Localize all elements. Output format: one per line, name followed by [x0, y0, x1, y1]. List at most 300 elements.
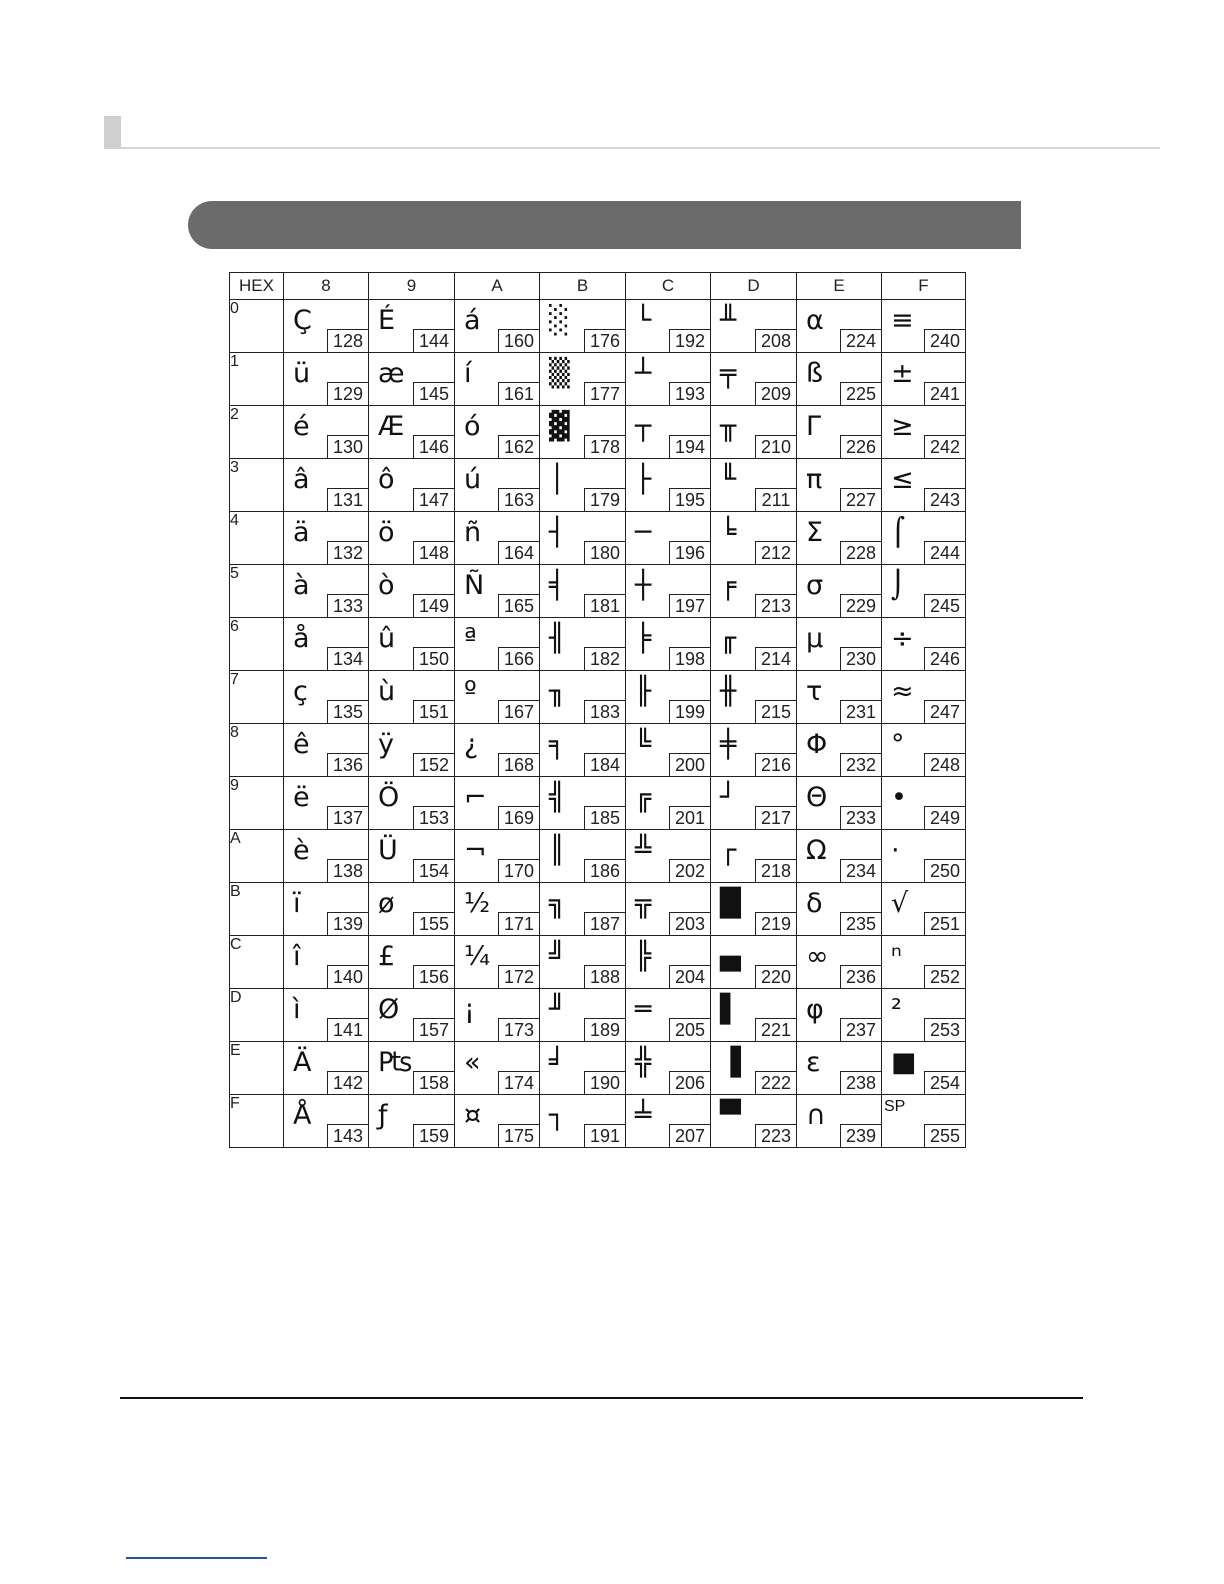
decimal-code: 228 [840, 541, 881, 564]
character-cell [797, 671, 882, 724]
row-header: B [230, 883, 284, 936]
character-cell [369, 300, 455, 353]
heading-bar [188, 201, 1021, 249]
character-glyph: ç [293, 676, 308, 707]
decimal-code: 202 [669, 859, 710, 882]
decimal-code: 131 [327, 488, 368, 511]
row-header: 6 [230, 618, 284, 671]
character-glyph: £ [378, 941, 396, 972]
character-glyph: ⌡ [891, 570, 906, 601]
character-cell [369, 883, 455, 936]
decimal-code: 158 [413, 1071, 454, 1094]
decimal-code: 223 [755, 1124, 796, 1147]
character-glyph: ╔ [635, 782, 652, 813]
character-cell [540, 777, 626, 830]
character-glyph: ╪ [720, 729, 737, 760]
column-header: F [882, 273, 966, 300]
decimal-code: 165 [498, 594, 539, 617]
character-glyph: ═ [635, 994, 652, 1025]
character-cell [455, 724, 540, 777]
character-cell [369, 1095, 455, 1148]
character-cell [882, 353, 966, 406]
character-cell [455, 830, 540, 883]
character-glyph: ╫ [720, 676, 737, 707]
decimal-code: 214 [755, 647, 796, 670]
character-cell [882, 1095, 966, 1148]
decimal-code: 187 [584, 912, 625, 935]
character-glyph: ▌ [720, 994, 741, 1025]
character-glyph: ÷ [891, 623, 914, 654]
character-glyph: Å [293, 1100, 312, 1131]
decimal-code: 233 [840, 806, 881, 829]
decimal-code: 204 [669, 965, 710, 988]
character-cell [455, 936, 540, 989]
decimal-code: 231 [840, 700, 881, 723]
character-cell [455, 671, 540, 724]
character-cell [369, 565, 455, 618]
character-glyph: µ [806, 623, 824, 654]
decimal-code: 169 [498, 806, 539, 829]
character-glyph: â [293, 464, 310, 495]
table-row [230, 300, 966, 353]
character-glyph: α [806, 305, 824, 336]
character-cell [626, 618, 711, 671]
character-cell [882, 512, 966, 565]
decimal-code: 153 [413, 806, 454, 829]
decimal-code: 154 [413, 859, 454, 882]
decimal-code: 151 [413, 700, 454, 723]
character-cell [455, 989, 540, 1042]
character-cell [711, 989, 797, 1042]
decimal-code: 220 [755, 965, 796, 988]
decimal-code: 163 [498, 488, 539, 511]
character-cell [626, 1042, 711, 1095]
character-glyph: ╝ [549, 941, 566, 972]
decimal-code: 142 [327, 1071, 368, 1094]
character-cell [711, 459, 797, 512]
decimal-code: 251 [924, 912, 965, 935]
decimal-code: 134 [327, 647, 368, 670]
character-glyph: Ñ [464, 570, 485, 601]
character-glyph: ▒ [549, 358, 570, 389]
character-glyph: ╛ [549, 1047, 566, 1078]
decimal-code: 224 [840, 329, 881, 352]
decimal-code: 194 [669, 435, 710, 458]
character-cell [711, 565, 797, 618]
decimal-code: 177 [584, 382, 625, 405]
decimal-code: 180 [584, 541, 625, 564]
decimal-code: 246 [924, 647, 965, 670]
character-cell [455, 883, 540, 936]
character-cell [369, 406, 455, 459]
character-cell [284, 353, 369, 406]
character-cell [797, 300, 882, 353]
decimal-code: 221 [755, 1018, 796, 1041]
decimal-code: 200 [669, 753, 710, 776]
character-cell [284, 618, 369, 671]
character-cell [626, 777, 711, 830]
character-code-table [229, 272, 966, 1148]
decimal-code: 255 [924, 1124, 965, 1147]
table-row [230, 1042, 966, 1095]
decimal-code: 132 [327, 541, 368, 564]
character-glyph: ⌠ [891, 517, 906, 548]
decimal-code: 239 [840, 1124, 881, 1147]
row-header: 2 [230, 406, 284, 459]
character-glyph: ╥ [720, 411, 737, 442]
character-cell [797, 936, 882, 989]
decimal-code: 201 [669, 806, 710, 829]
character-glyph: à [293, 570, 310, 601]
decimal-code: 170 [498, 859, 539, 882]
character-glyph: ú [464, 464, 482, 495]
table-row [230, 777, 966, 830]
character-cell [540, 883, 626, 936]
character-glyph: ╦ [635, 888, 652, 919]
character-cell [797, 353, 882, 406]
character-glyph: δ [806, 888, 823, 919]
character-cell [882, 777, 966, 830]
decimal-code: 130 [327, 435, 368, 458]
decimal-code: 237 [840, 1018, 881, 1041]
character-glyph: ╞ [635, 623, 652, 654]
character-glyph: ô [378, 464, 395, 495]
decimal-code: 236 [840, 965, 881, 988]
character-cell [455, 353, 540, 406]
character-cell [711, 406, 797, 459]
character-glyph: Φ [806, 729, 828, 760]
decimal-code: 174 [498, 1071, 539, 1094]
character-cell [284, 724, 369, 777]
decimal-code: 216 [755, 753, 796, 776]
table-row [230, 565, 966, 618]
character-cell [284, 671, 369, 724]
character-cell [797, 989, 882, 1042]
character-glyph: É [378, 305, 396, 336]
character-glyph: ⁿ [891, 941, 902, 972]
character-glyph: █ [720, 888, 741, 919]
footer-rule [120, 1397, 1083, 1399]
decimal-code: 209 [755, 382, 796, 405]
character-cell [284, 936, 369, 989]
character-glyph: ⌐ [464, 782, 487, 813]
decimal-code: 227 [840, 488, 881, 511]
decimal-code: 207 [669, 1124, 710, 1147]
decimal-code: 182 [584, 647, 625, 670]
row-header: A [230, 830, 284, 883]
decimal-code: 226 [840, 435, 881, 458]
decimal-code: 254 [924, 1071, 965, 1094]
table-row [230, 512, 966, 565]
column-header: C [626, 273, 711, 300]
character-cell [711, 724, 797, 777]
character-glyph: ∞ [806, 941, 829, 972]
decimal-code: 128 [327, 329, 368, 352]
character-cell [711, 618, 797, 671]
character-glyph: ¼ [464, 941, 491, 972]
decimal-code: 183 [584, 700, 625, 723]
character-cell [369, 724, 455, 777]
decimal-code: 152 [413, 753, 454, 776]
decimal-code: 139 [327, 912, 368, 935]
character-cell [797, 883, 882, 936]
character-cell [455, 618, 540, 671]
table-row [230, 406, 966, 459]
character-glyph: · [891, 835, 900, 866]
row-header: C [230, 936, 284, 989]
character-cell [455, 565, 540, 618]
decimal-code: 199 [669, 700, 710, 723]
character-glyph: ╢ [549, 623, 566, 654]
character-cell [455, 1095, 540, 1148]
table-row [230, 459, 966, 512]
character-cell [540, 936, 626, 989]
decimal-code: 145 [413, 382, 454, 405]
character-glyph: ≤ [891, 464, 914, 495]
decimal-code: 195 [669, 488, 710, 511]
character-cell [369, 989, 455, 1042]
character-cell [369, 671, 455, 724]
character-glyph: ╜ [549, 994, 566, 1025]
decimal-code: 225 [840, 382, 881, 405]
decimal-code: 245 [924, 594, 965, 617]
column-header: 8 [284, 273, 369, 300]
character-cell [626, 883, 711, 936]
character-glyph: ▓ [549, 411, 570, 442]
decimal-code: 150 [413, 647, 454, 670]
decimal-code: 215 [755, 700, 796, 723]
table-row [230, 618, 966, 671]
character-glyph: ┼ [635, 570, 652, 601]
character-glyph: ε [806, 1047, 821, 1078]
decimal-code: 162 [498, 435, 539, 458]
decimal-code: 243 [924, 488, 965, 511]
character-glyph: ┌ [720, 835, 737, 866]
character-glyph: SP [884, 1098, 906, 1115]
character-glyph: ¡ [464, 994, 475, 1025]
character-cell [540, 671, 626, 724]
character-glyph: ∩ [806, 1100, 826, 1131]
decimal-code: 156 [413, 965, 454, 988]
row-header: E [230, 1042, 284, 1095]
character-cell [455, 777, 540, 830]
character-glyph: φ [806, 994, 824, 1025]
character-cell [882, 459, 966, 512]
character-cell [711, 777, 797, 830]
character-cell [455, 1042, 540, 1095]
character-cell [626, 989, 711, 1042]
character-glyph: ä [293, 517, 310, 548]
decimal-code: 238 [840, 1071, 881, 1094]
table-row [230, 353, 966, 406]
character-glyph: ¿ [464, 729, 479, 760]
character-cell [797, 512, 882, 565]
character-cell [626, 565, 711, 618]
character-glyph: ê [293, 729, 310, 760]
character-glyph: ù [378, 676, 396, 707]
character-cell [882, 406, 966, 459]
decimal-code: 176 [584, 329, 625, 352]
table-row [230, 1095, 966, 1148]
character-cell [626, 406, 711, 459]
character-glyph: ╖ [549, 676, 566, 707]
character-glyph: ┘ [720, 782, 737, 813]
decimal-code: 247 [924, 700, 965, 723]
decimal-code: 164 [498, 541, 539, 564]
decimal-code: 168 [498, 753, 539, 776]
character-cell [797, 459, 882, 512]
character-glyph: ┤ [549, 517, 566, 548]
decimal-code: 235 [840, 912, 881, 935]
character-cell [540, 830, 626, 883]
character-glyph: Ä [293, 1047, 312, 1078]
character-cell [882, 724, 966, 777]
character-cell [284, 1042, 369, 1095]
character-glyph: Θ [806, 782, 828, 813]
character-cell [797, 830, 882, 883]
decimal-code: 155 [413, 912, 454, 935]
character-glyph: ï [293, 888, 301, 919]
row-header: 5 [230, 565, 284, 618]
header-row [230, 273, 966, 300]
character-cell [626, 353, 711, 406]
decimal-code: 178 [584, 435, 625, 458]
character-cell [540, 724, 626, 777]
decimal-code: 252 [924, 965, 965, 988]
character-cell [369, 936, 455, 989]
decimal-code: 211 [755, 488, 796, 511]
character-glyph: ╤ [720, 358, 737, 389]
decimal-code: 146 [413, 435, 454, 458]
character-glyph: ¬ [464, 835, 487, 866]
column-header: 9 [369, 273, 455, 300]
decimal-code: 219 [755, 912, 796, 935]
decimal-code: 212 [755, 541, 796, 564]
decimal-code: 250 [924, 859, 965, 882]
character-glyph: ╧ [635, 1100, 652, 1131]
character-cell [882, 671, 966, 724]
decimal-code: 136 [327, 753, 368, 776]
decimal-code: 208 [755, 329, 796, 352]
character-glyph: ╕ [549, 729, 566, 760]
character-cell [284, 989, 369, 1042]
decimal-code: 240 [924, 329, 965, 352]
decimal-code: 135 [327, 700, 368, 723]
character-cell [882, 618, 966, 671]
character-cell [540, 1042, 626, 1095]
decimal-code: 148 [413, 541, 454, 564]
character-cell [711, 830, 797, 883]
character-cell [797, 777, 882, 830]
decimal-code: 143 [327, 1124, 368, 1147]
character-cell [626, 724, 711, 777]
decimal-code: 184 [584, 753, 625, 776]
character-cell [540, 618, 626, 671]
decimal-code: 133 [327, 594, 368, 617]
decimal-code: 147 [413, 488, 454, 511]
character-cell [797, 618, 882, 671]
character-glyph: ö [378, 517, 395, 548]
decimal-code: 210 [755, 435, 796, 458]
character-cell [626, 830, 711, 883]
character-cell [540, 989, 626, 1042]
decimal-code: 188 [584, 965, 625, 988]
character-glyph: • [891, 782, 907, 813]
character-cell [455, 406, 540, 459]
character-cell [626, 1095, 711, 1148]
character-glyph: ø [378, 888, 395, 919]
character-cell [882, 830, 966, 883]
table-row [230, 671, 966, 724]
character-cell [284, 883, 369, 936]
character-glyph: ├ [635, 464, 652, 495]
character-glyph: ┴ [635, 358, 652, 389]
character-glyph: ╬ [635, 1047, 652, 1078]
decimal-code: 166 [498, 647, 539, 670]
character-glyph: ì [293, 994, 301, 1025]
character-glyph: ╩ [635, 835, 652, 866]
character-glyph: å [293, 623, 310, 654]
decimal-code: 185 [584, 806, 625, 829]
decimal-code: 186 [584, 859, 625, 882]
character-cell [455, 300, 540, 353]
character-cell [797, 724, 882, 777]
character-cell [369, 618, 455, 671]
column-header: D [711, 273, 797, 300]
character-glyph: æ [378, 358, 405, 389]
character-cell [797, 1042, 882, 1095]
character-glyph: Ω [806, 835, 827, 866]
section-marker [104, 116, 121, 147]
character-glyph: τ [806, 676, 823, 707]
character-cell [626, 671, 711, 724]
character-glyph: í [464, 358, 472, 389]
character-cell [284, 565, 369, 618]
decimal-code: 140 [327, 965, 368, 988]
character-glyph: ß [806, 358, 824, 389]
decimal-code: 167 [498, 700, 539, 723]
decimal-code: 191 [584, 1124, 625, 1147]
character-glyph: û [378, 623, 396, 654]
character-glyph: ≈ [891, 676, 914, 707]
footer-link-underline [126, 1557, 267, 1559]
decimal-code: 203 [669, 912, 710, 935]
table-row [230, 883, 966, 936]
character-glyph: Ç [293, 305, 312, 336]
character-cell [711, 512, 797, 565]
decimal-code: 234 [840, 859, 881, 882]
character-glyph: ÿ [378, 729, 394, 760]
decimal-code: 129 [327, 382, 368, 405]
character-cell [284, 777, 369, 830]
character-glyph: √ [891, 888, 909, 919]
character-glyph: ▐ [720, 1047, 741, 1078]
character-cell [540, 1095, 626, 1148]
row-header: 0 [230, 300, 284, 353]
decimal-code: 192 [669, 329, 710, 352]
character-glyph: ╠ [635, 941, 652, 972]
hex-corner-header: HEX [230, 273, 284, 300]
character-glyph: ╚ [635, 729, 652, 760]
decimal-code: 141 [327, 1018, 368, 1041]
character-glyph: Σ [806, 517, 824, 548]
character-cell [455, 512, 540, 565]
character-glyph: ± [891, 358, 914, 389]
character-cell [882, 936, 966, 989]
table-row [230, 724, 966, 777]
character-glyph: ╒ [720, 570, 737, 601]
character-cell [369, 777, 455, 830]
